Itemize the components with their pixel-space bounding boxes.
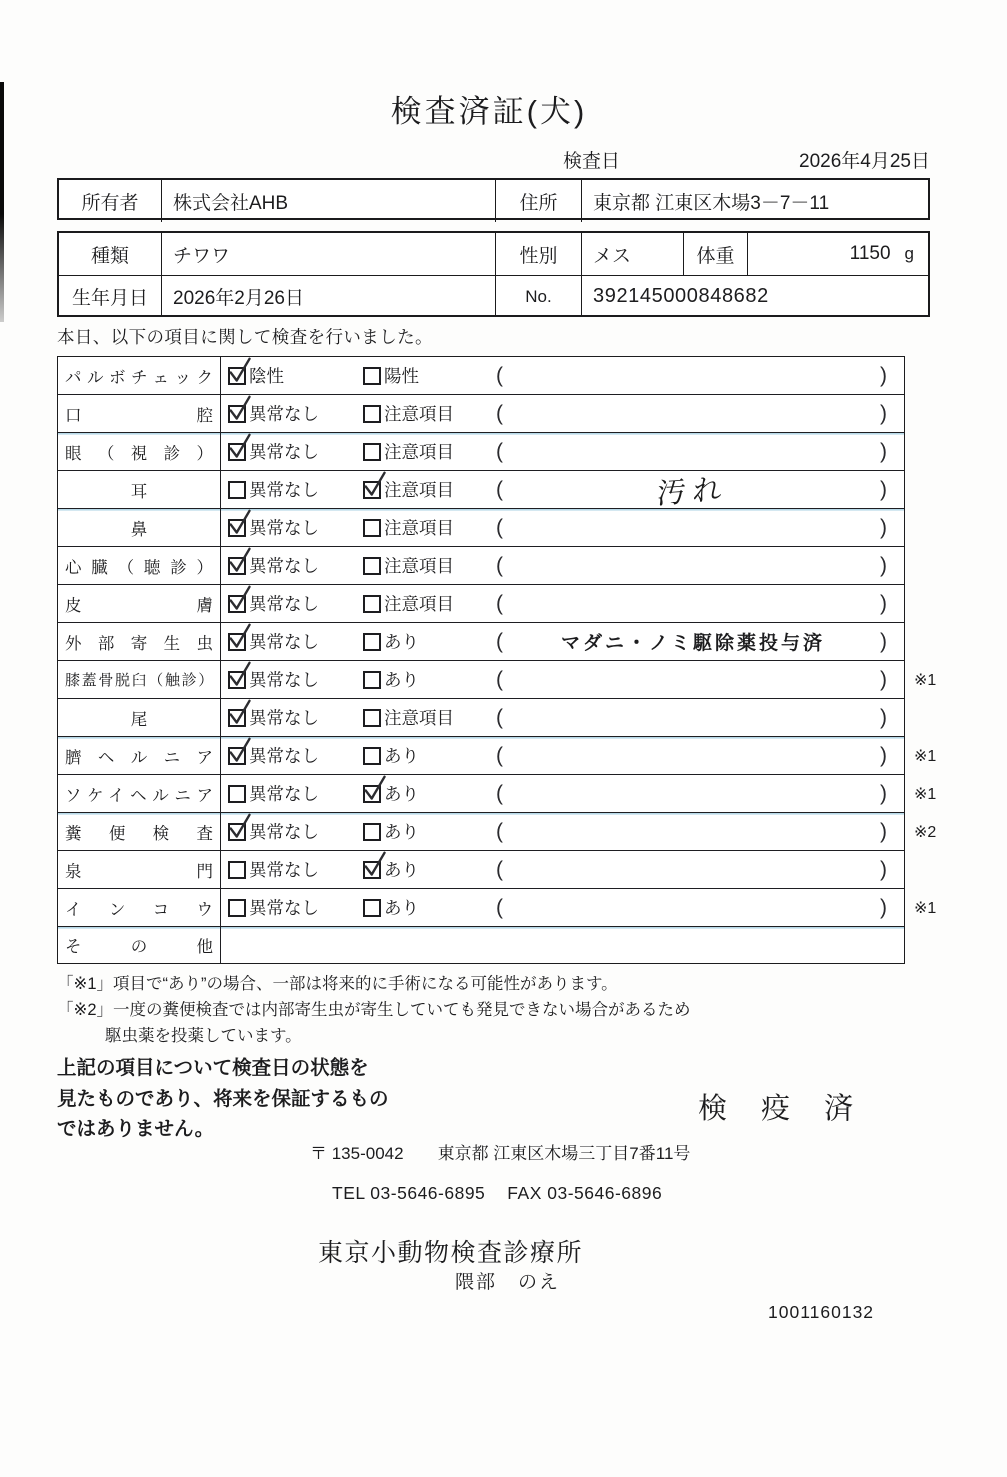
checkbox [363, 671, 381, 689]
checkbox [228, 595, 246, 613]
checklist-row-umbilical-hernia [58, 737, 937, 775]
paren-close: ) [880, 363, 887, 387]
option-label: 異常なし [249, 708, 319, 728]
option-no-abnormality [228, 775, 319, 812]
checkbox [228, 443, 246, 461]
handwritten-check-icon [361, 772, 387, 803]
paren-note [513, 775, 873, 812]
paren-close: ) [880, 553, 887, 577]
option-label: 異常なし [249, 898, 319, 918]
row-label: 眼（視診） [65, 444, 213, 463]
checklist-row-heart [58, 547, 904, 585]
option-label: 陽性 [384, 366, 419, 386]
option-label: 異常なし [249, 632, 319, 652]
checklist-row-tail [58, 699, 904, 737]
animal-table [57, 231, 930, 317]
option-caution [363, 395, 454, 432]
checklist-row-fecal-exam [58, 813, 937, 851]
weight-value-cell [748, 233, 928, 275]
checklist-row-ears [58, 471, 904, 509]
clinic-fax: FAX 03-5646-6896 [507, 1183, 663, 1203]
footnote-mark: ※1 [914, 747, 937, 765]
option-label: 注意項目 [384, 442, 454, 462]
option-label: 異常なし [249, 784, 319, 804]
option-no-abnormality [228, 471, 319, 508]
paren-note [513, 357, 873, 394]
handwritten-check-icon [226, 392, 252, 423]
clinic-postal-line [310, 1139, 690, 1164]
clinic-tel-line [332, 1183, 662, 1204]
paren-note [513, 661, 873, 698]
checklist-row-inkou [58, 889, 937, 927]
checkbox [363, 747, 381, 765]
paren-close: ) [880, 743, 887, 767]
option-caution [363, 585, 454, 622]
row-label: 皮膚 [65, 596, 213, 615]
option-label: あり [384, 898, 419, 918]
checkbox [363, 405, 381, 423]
breed-label: 種類 [59, 233, 162, 275]
option-caution [363, 433, 454, 470]
paren-note: マダニ・ノミ駆除薬投与済 [560, 633, 825, 654]
option-negative [228, 357, 284, 394]
checkbox [228, 405, 246, 423]
footnote-2: 「※2」一度の糞便検査では内部寄生虫が寄生していても発見できない場合があるため [57, 1001, 691, 1019]
row-label: 鼻 [130, 520, 148, 539]
paren-open: ( [496, 439, 503, 463]
option-caution [363, 699, 454, 736]
checklist-row-fontanelle [58, 851, 904, 889]
footnotes [57, 971, 691, 1049]
paren-open: ( [496, 857, 503, 881]
inspection-date-value: 2026年4月25日 [799, 151, 930, 172]
paren-open: ( [496, 515, 503, 539]
handwritten-check-icon [226, 582, 252, 613]
checklist-row-other [58, 927, 904, 963]
owner-label: 所有者 [59, 180, 162, 222]
option-no-abnormality [228, 395, 319, 432]
option-no-abnormality [228, 737, 319, 774]
paren-open: ( [496, 819, 503, 843]
weight-value: 1150 [849, 243, 891, 264]
birth-row [59, 275, 928, 317]
checkbox [363, 443, 381, 461]
row-label: 糞便検査 [65, 824, 213, 843]
disclaimer [57, 1053, 389, 1145]
option-caution [363, 471, 454, 508]
inspection-date-label: 検査日 [563, 151, 621, 172]
paren-note [513, 547, 873, 584]
checkbox [228, 861, 246, 879]
option-label: 異常なし [249, 670, 319, 690]
address-label: 住所 [496, 180, 582, 222]
no-value: 392145000848682 [593, 285, 769, 307]
option-no-abnormality [228, 661, 319, 698]
option-label: 異常なし [249, 594, 319, 614]
option-label: 異常なし [249, 860, 319, 880]
option-label: 陰性 [249, 366, 284, 386]
row-label: 口腔 [65, 406, 213, 425]
option-label: 異常なし [249, 822, 319, 842]
checkbox [228, 709, 246, 727]
page-title: 検査済証(犬) [390, 94, 588, 129]
option-positive [363, 357, 419, 394]
option-present [363, 775, 419, 812]
paren-note [513, 585, 873, 622]
option-label: 注意項目 [384, 594, 454, 614]
handwritten-note: 汚れ [655, 473, 730, 511]
weight-unit: g [904, 244, 914, 263]
row-label: 尾 [130, 710, 148, 729]
paren-close: ) [880, 629, 887, 653]
option-no-abnormality [228, 699, 319, 736]
checkbox [228, 519, 246, 537]
paren-open: ( [496, 895, 503, 919]
option-no-abnormality [228, 433, 319, 470]
paren-open: ( [496, 781, 503, 805]
handwritten-check-icon [361, 468, 387, 499]
paren-close: ) [880, 895, 887, 919]
owner-table [57, 178, 930, 220]
disclaimer-line: 上記の項目について検査日の状態を [57, 1057, 369, 1079]
owner-row [59, 180, 928, 222]
paren-close: ) [880, 819, 887, 843]
checklist-row-parvo [58, 357, 904, 395]
handwritten-check-icon [226, 430, 252, 461]
paren-note [513, 851, 873, 888]
handwritten-check-icon [361, 848, 387, 879]
option-no-abnormality [228, 889, 319, 926]
paren-note [513, 509, 873, 546]
row-label: 心臓（聴診） [65, 558, 213, 577]
option-label: あり [384, 822, 419, 842]
handwritten-check-icon [226, 620, 252, 651]
paren-note [513, 395, 873, 432]
checklist-row-inguinal-hernia [58, 775, 937, 813]
no-label: No. [496, 276, 582, 317]
checkbox [363, 633, 381, 651]
document-serial-number: 1001160132 [768, 1302, 875, 1322]
paren-open: ( [496, 743, 503, 767]
checkbox [228, 481, 246, 499]
checklist-row-skin [58, 585, 904, 623]
footnote-mark: ※2 [914, 823, 937, 841]
weight-label: 体重 [684, 233, 748, 275]
paren-close: ) [880, 439, 887, 463]
sex-label: 性別 [496, 233, 582, 275]
checkbox [363, 861, 381, 879]
paren-close: ) [880, 591, 887, 615]
row-label: 泉門 [65, 862, 213, 881]
quarantine-passed-stamp: 検 疫 済 [698, 1093, 867, 1125]
checklist-row-patella [58, 661, 937, 699]
option-label: あり [384, 746, 419, 766]
option-present [363, 661, 419, 698]
paren-close: ) [880, 667, 887, 691]
paren-open: ( [496, 401, 503, 425]
option-no-abnormality [228, 547, 319, 584]
option-label: 異常なし [249, 442, 319, 462]
option-caution [363, 547, 454, 584]
option-present [363, 737, 419, 774]
option-present [363, 851, 419, 888]
checkbox [228, 671, 246, 689]
checklist-table [57, 356, 937, 964]
option-present [363, 623, 419, 660]
checkbox [363, 557, 381, 575]
footnote-mark: ※1 [914, 785, 937, 803]
checkbox [228, 785, 246, 803]
option-label: 異常なし [249, 480, 319, 500]
handwritten-check-icon [226, 354, 252, 385]
checkbox [228, 557, 246, 575]
checkbox [363, 899, 381, 917]
checkbox [363, 709, 381, 727]
option-caution [363, 509, 454, 546]
checkbox [363, 481, 381, 499]
option-no-abnormality [228, 851, 319, 888]
checkbox [228, 367, 246, 385]
handwritten-check-icon [226, 544, 252, 575]
breed-value: チワワ [162, 233, 496, 275]
checkbox [228, 899, 246, 917]
birth-value: 2026年2月26日 [162, 276, 496, 317]
handwritten-check-icon [226, 734, 252, 765]
paren-open: ( [496, 363, 503, 387]
owner-value: 株式会社AHB [162, 180, 496, 222]
row-label: インコウ [65, 900, 213, 919]
checkbox [363, 823, 381, 841]
option-label: 異常なし [249, 556, 319, 576]
paren-note [513, 699, 873, 736]
checkbox [228, 633, 246, 651]
option-label: 注意項目 [384, 404, 454, 424]
footnote-mark: ※1 [914, 671, 937, 689]
paren-open: ( [496, 553, 503, 577]
option-no-abnormality [228, 623, 319, 660]
clinic-name: 東京小動物検査診療所 [318, 1239, 584, 1267]
paren-close: ) [880, 401, 887, 425]
option-label: あり [384, 632, 419, 652]
handwritten-check-icon [226, 506, 252, 537]
option-label: 注意項目 [384, 480, 454, 500]
paren-open: ( [496, 477, 503, 501]
row-label: 臍ヘルニア [65, 748, 213, 767]
footnote-mark: ※1 [914, 899, 937, 917]
option-label: 異常なし [249, 518, 319, 538]
option-label: 異常なし [249, 746, 319, 766]
option-label: 注意項目 [384, 556, 454, 576]
checkbox [228, 747, 246, 765]
disclaimer-line: ではありません。 [57, 1118, 215, 1140]
paren-open: ( [496, 591, 503, 615]
paren-note [513, 813, 873, 850]
paren-open: ( [496, 629, 503, 653]
row-label: 膝蓋骨脱臼（触診） [65, 672, 213, 689]
disclaimer-line: 見たものであり、将来を保証するもの [57, 1087, 389, 1110]
paren-close: ) [880, 705, 887, 729]
clinic-tel: TEL 03-5646-6895 [332, 1183, 486, 1203]
sex-value: メス [582, 233, 684, 275]
option-label: あり [384, 670, 419, 690]
checkbox [363, 785, 381, 803]
address-value: 東京都 江東区木場3－7－11 [593, 192, 830, 214]
option-no-abnormality [228, 509, 319, 546]
option-present [363, 889, 419, 926]
paren-close: ) [880, 477, 887, 501]
option-no-abnormality [228, 585, 319, 622]
checkbox [363, 595, 381, 613]
row-label: その他 [65, 938, 213, 956]
checklist-row-nose [58, 509, 904, 547]
footnote-2-continued: 駆虫薬を投薬しています。 [105, 1027, 302, 1045]
footnote-1: 「※1」項目で“あり”の場合、一部は将来的に手術になる可能性があります。 [57, 975, 618, 993]
row-label: パルボチェック [65, 368, 213, 387]
option-present [363, 813, 419, 850]
handwritten-check-icon [226, 696, 252, 727]
option-label: あり [384, 784, 419, 804]
checkbox [363, 367, 381, 385]
paren-open: ( [496, 705, 503, 729]
intro-sentence: 本日、以下の項目に関して検査を行いました。 [57, 327, 433, 347]
option-no-abnormality [228, 813, 319, 850]
paren-note [513, 889, 873, 926]
checklist-row-mouth [58, 395, 904, 433]
checkbox [228, 823, 246, 841]
paren-open: ( [496, 667, 503, 691]
row-label: 耳 [130, 482, 148, 501]
paren-close: ) [880, 857, 887, 881]
clinic-address: 東京都 江東区木場三丁目7番11号 [437, 1144, 691, 1163]
checkbox [363, 519, 381, 537]
row-label: ソケイヘルニア [65, 786, 213, 805]
paren-close: ) [880, 781, 887, 805]
handwritten-check-icon [226, 658, 252, 689]
option-label: 注意項目 [384, 518, 454, 538]
option-label: 注意項目 [384, 708, 454, 728]
birth-label: 生年月日 [59, 276, 162, 317]
paren-note [513, 737, 873, 774]
handwritten-check-icon [226, 810, 252, 841]
postal-code: 〒 135-0042 [310, 1144, 404, 1163]
option-label: 異常なし [249, 404, 319, 424]
paren-close: ) [880, 515, 887, 539]
checklist-row-ectoparasites [58, 623, 904, 661]
option-label: あり [384, 860, 419, 880]
examiner-name: 隈部 のえ [455, 1272, 561, 1293]
breed-row [59, 233, 928, 275]
row-label: 外部寄生虫 [65, 634, 213, 653]
